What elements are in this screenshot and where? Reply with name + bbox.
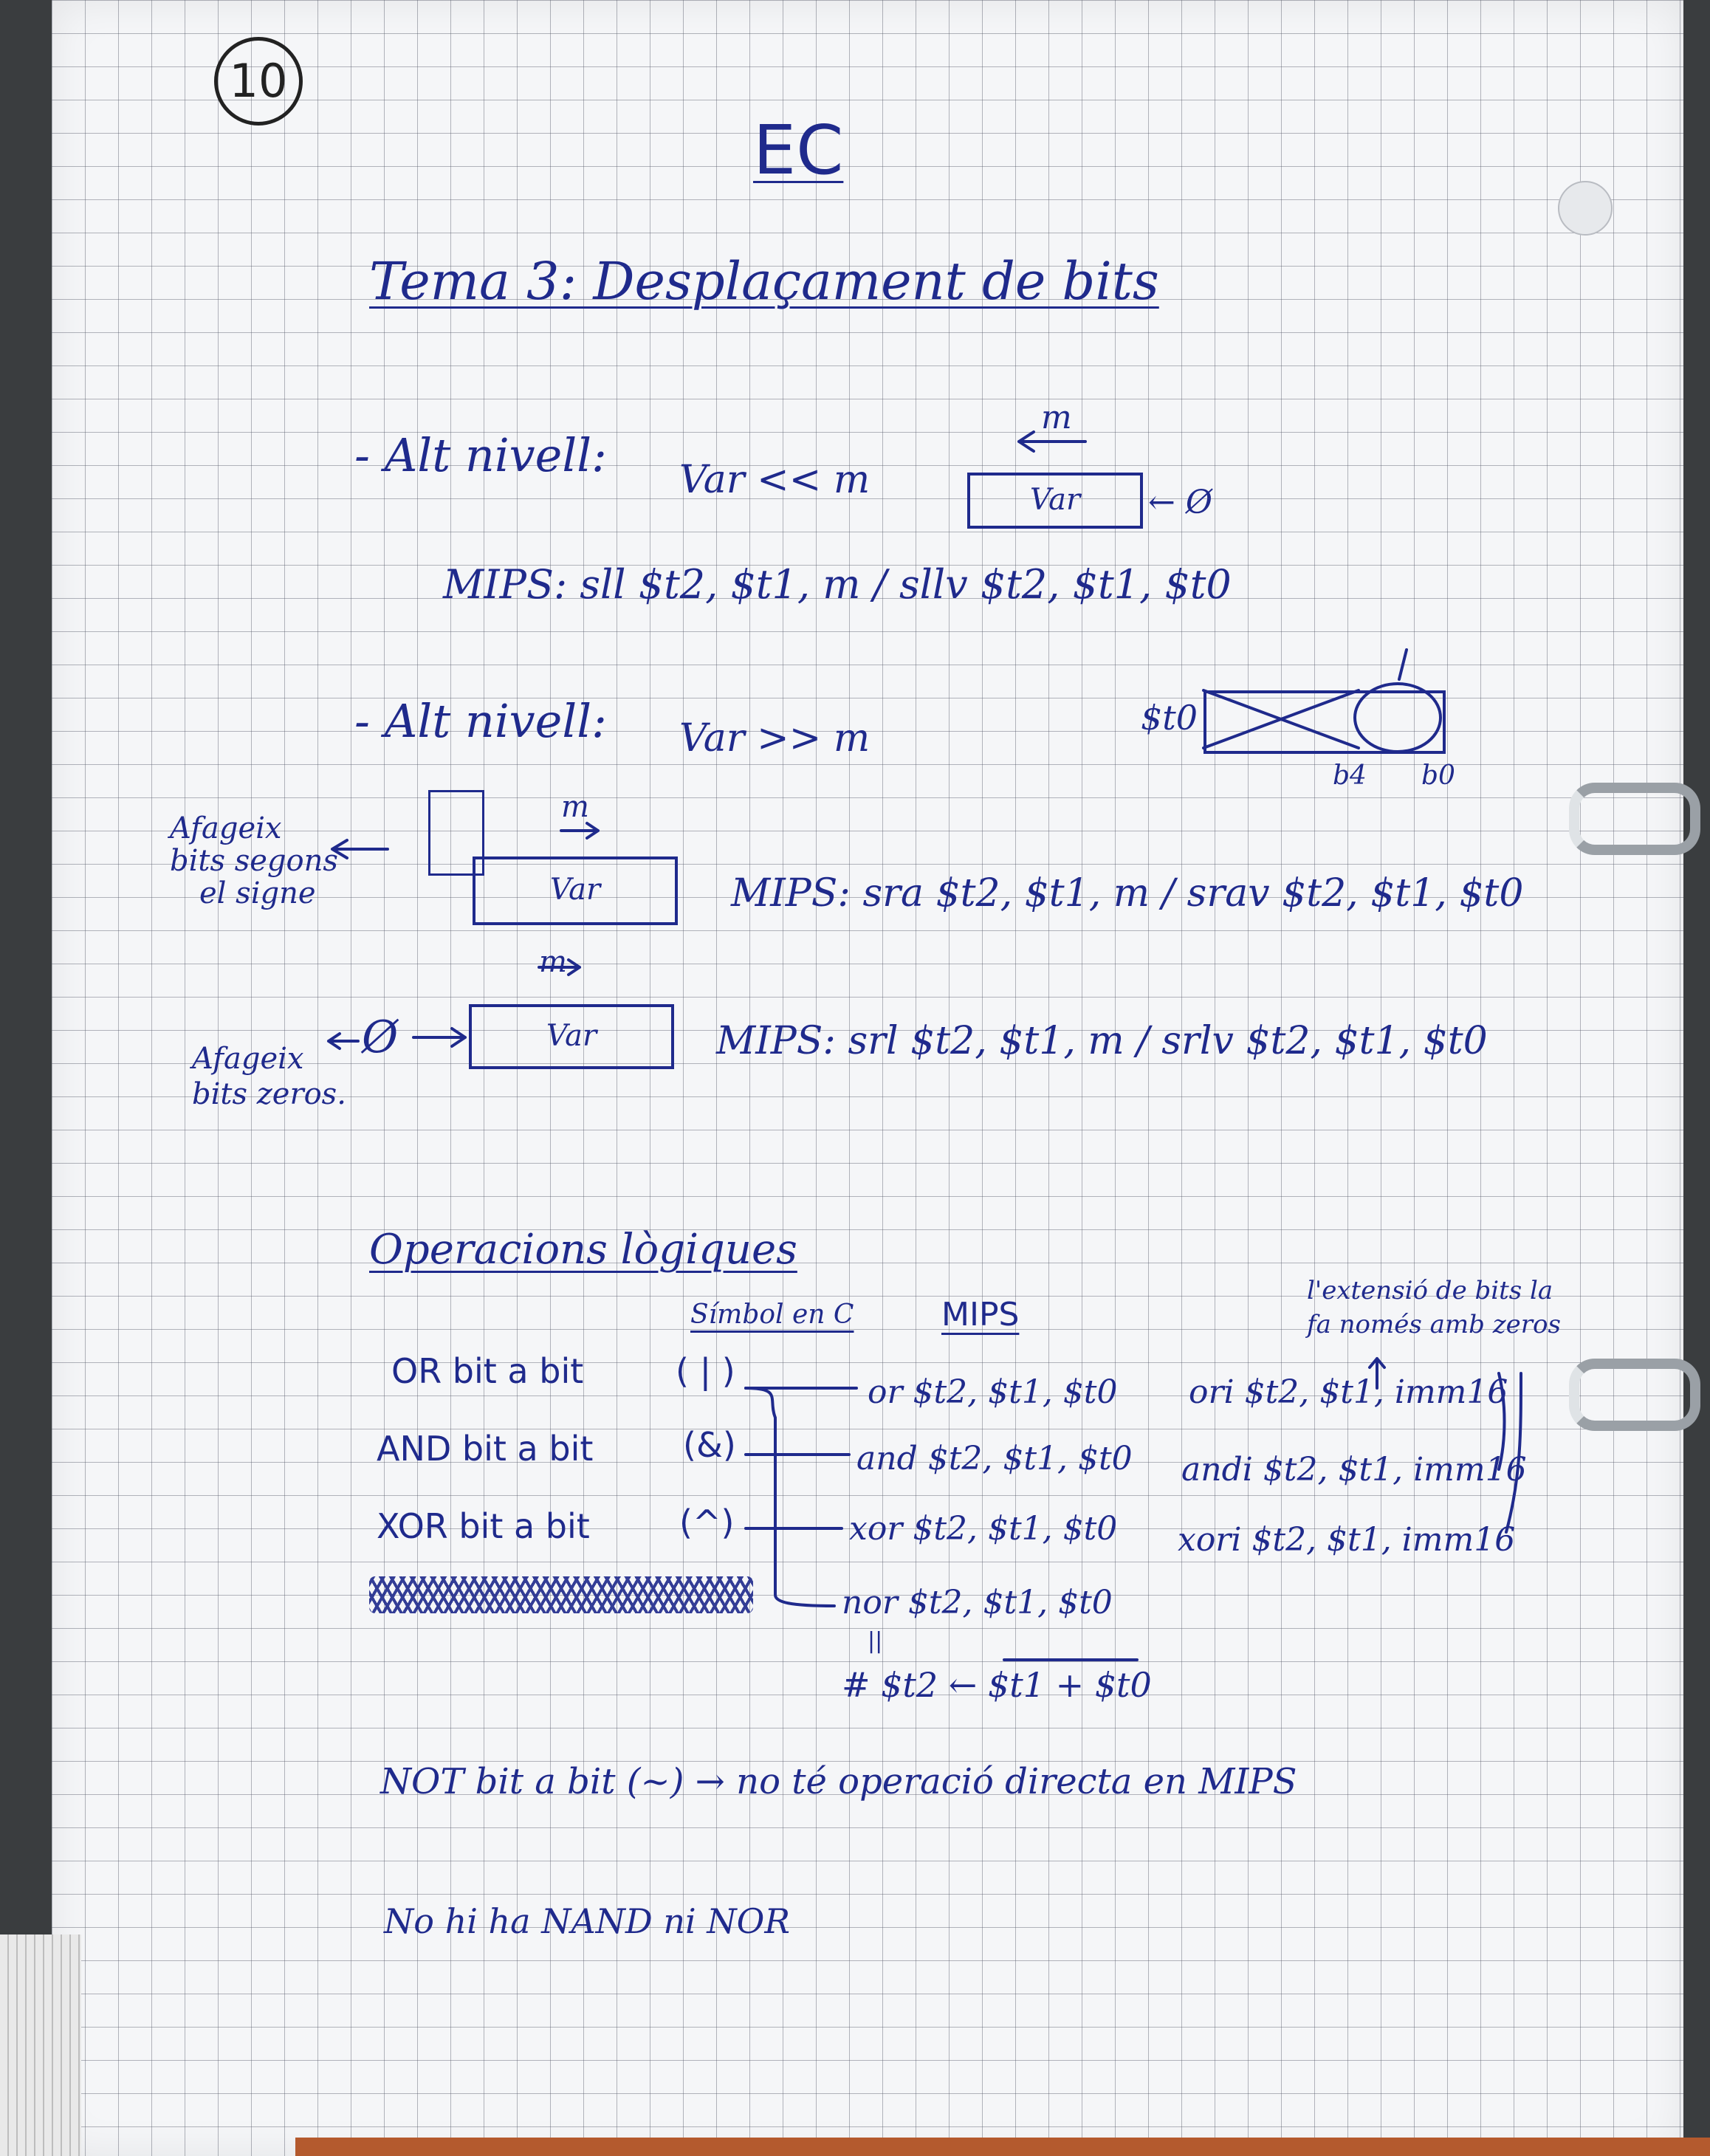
binder-ring xyxy=(1569,783,1700,855)
col-symbol: Símbol en C xyxy=(690,1300,854,1330)
not-line: NOT bit a bit (~) → no té operació directa en MIPS xyxy=(380,1761,1297,1802)
arith-var: Var xyxy=(549,873,601,907)
page-number-badge xyxy=(214,37,303,126)
op-imm: andi $t2, $t1, imm16 xyxy=(1181,1451,1527,1489)
logic-m: m xyxy=(539,945,567,979)
arith-note-line: Afageix xyxy=(170,811,282,845)
logic-note xyxy=(192,1041,346,1112)
op-imm: xori $t2, $t1, imm16 xyxy=(1178,1521,1516,1559)
logic-ops-heading: Operacions lògiques xyxy=(369,1226,797,1274)
reg-label: $t0 xyxy=(1141,698,1198,738)
arith-note-line: bits segons xyxy=(170,844,338,878)
nor-mips: nor $t2, $t1, $t0 xyxy=(842,1584,1113,1621)
ext-note-line: fa només amb zeros xyxy=(1307,1310,1561,1339)
logic-note-line: Afageix xyxy=(192,1042,304,1076)
logic-zero: Ø xyxy=(362,1012,399,1063)
logic-mips: MIPS: srl $t2, $t1, m / srlv $t2, $t1, $t0 xyxy=(716,1019,1488,1063)
op-mips: xor $t2, $t1, $t0 xyxy=(849,1510,1118,1548)
op-mips: or $t2, $t1, $t0 xyxy=(868,1373,1118,1411)
desk-edge xyxy=(295,2138,1710,2156)
subject-heading: EC xyxy=(753,111,844,190)
shift-left-mips: MIPS: sll $t2, $t1, m / sllv $t2, $t1, $t0 xyxy=(443,561,1232,608)
shift-left-label: - Alt nivell: xyxy=(354,428,607,482)
paper-stack-edge xyxy=(0,1934,81,2156)
arith-m: m xyxy=(561,790,589,824)
shift-left-var-box xyxy=(967,473,1143,529)
shift-left-m: m xyxy=(1041,399,1072,436)
crossed-out-text xyxy=(369,1576,753,1613)
op-symbol: (^) xyxy=(679,1503,735,1542)
nor-formula: # $t2 ← $t1 + $t0 xyxy=(842,1665,1152,1705)
nand-line: No hi ha NAND ni NOR xyxy=(384,1901,790,1941)
arith-note-line: el signe xyxy=(199,876,316,910)
ext-note xyxy=(1307,1274,1561,1342)
nor-equiv: || xyxy=(868,1628,883,1654)
op-imm: ori $t2, $t1, imm16 xyxy=(1189,1373,1508,1411)
shift-left-var: Var xyxy=(1029,483,1081,517)
shift-right-label: - Alt nivell: xyxy=(354,694,607,748)
op-mips: and $t2, $t1, $t0 xyxy=(856,1440,1133,1477)
arith-mips: MIPS: sra $t2, $t1, m / srav $t2, $t1, $t0 xyxy=(731,871,1524,916)
binder-ring xyxy=(1569,1359,1700,1431)
page-number: 10 xyxy=(229,54,288,108)
bit-b4: b4 xyxy=(1333,761,1367,791)
op-name: AND bit a bit xyxy=(377,1429,594,1469)
shift-left-expr: Var << m xyxy=(679,458,871,502)
op-symbol: ( | ) xyxy=(676,1351,735,1391)
op-name: OR bit a bit xyxy=(391,1351,584,1391)
arith-var-box xyxy=(473,856,678,925)
register-diagram xyxy=(1203,690,1446,754)
logic-note-line: bits zeros. xyxy=(192,1077,346,1111)
col-mips: MIPS xyxy=(941,1296,1020,1333)
arith-note xyxy=(170,812,338,910)
page-title: Tema 3: Desplaçament de bits xyxy=(369,251,1159,312)
binder-hole xyxy=(1558,181,1613,236)
shift-right-expr: Var >> m xyxy=(679,716,871,761)
op-symbol: (&) xyxy=(683,1425,736,1465)
bit-b0: b0 xyxy=(1421,761,1455,791)
op-name: XOR bit a bit xyxy=(377,1506,590,1546)
logic-var: Var xyxy=(546,1019,597,1053)
shift-left-zero: ← Ø xyxy=(1148,484,1212,521)
logic-var-box xyxy=(469,1004,674,1069)
ext-note-line: l'extensió de bits la xyxy=(1307,1276,1553,1305)
